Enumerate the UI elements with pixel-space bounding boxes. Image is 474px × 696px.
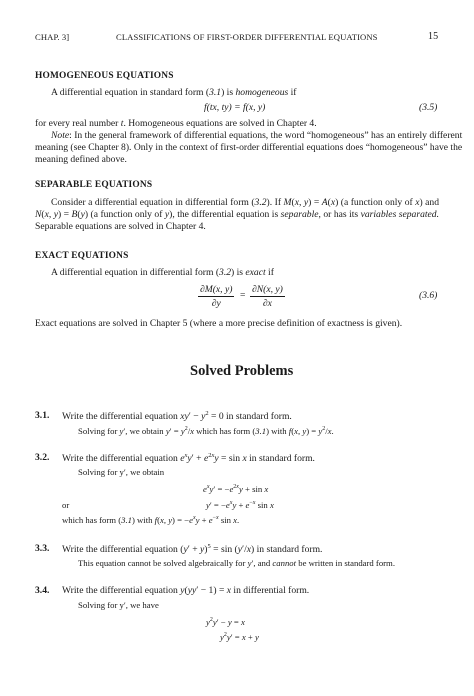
separable-line2: N(x, y) = B(y) (a function only of y), the differential equation is separable, or has its variables separated. — [35, 209, 439, 220]
problem-3-3-statement: Write the differential equation $(y' + y)^5 = \sin (y'/x)$ in standard form. — [62, 543, 323, 556]
problem-3-2-statement: Write the differential equation $e^xy' + e^{2x}y = \sin x$ in standard form. — [62, 452, 315, 465]
heading-homogeneous: HOMOGENEOUS EQUATIONS — [35, 71, 174, 81]
problem-3-2-number: 3.2. — [35, 452, 50, 463]
problem-3-3-solution: This equation cannot be solved algebraically for y′, and cannot be written in standard form. — [78, 558, 395, 568]
problem-3-1-number: 3.1. — [35, 410, 50, 421]
problem-3-1-solution: Solving for y′, we obtain $y' = y^2/x$ which has form (3.1) with f(x, $y) = y^2/x$. — [78, 426, 334, 436]
exact-line2: Exact equations are solved in Chapter 5 (where a more precise definition of exactness is given). — [35, 318, 403, 329]
eq-number-3-6: (3.6) — [419, 290, 438, 301]
note-line1: Note: In the general framework of differential equations, the word “homogeneous” has an entirely different — [51, 130, 463, 141]
lhs-numerator: ∂M(x, y) — [200, 284, 233, 295]
exact-rhs-fraction — [250, 283, 285, 310]
lhs-denominator: ∂y — [211, 298, 221, 309]
eq-number-3-5: (3.5) — [419, 102, 438, 113]
problem-3-4-number: 3.4. — [35, 585, 50, 596]
note-line3: meaning defined above. — [35, 154, 127, 165]
chapter-label: CHAP. 3] — [35, 32, 70, 42]
homogeneous-line1: A differential equation in standard form (3.1) is homogeneous if — [51, 87, 297, 98]
problem-3-2-intro: Solving for y′, we obtain — [78, 467, 165, 477]
rhs-numerator: ∂N(x, y) — [252, 284, 283, 295]
problem-3-2-conclusion: which has form (3.1) with f(x, $y) = -e^xy + e^{-x}$ sin x. — [62, 515, 240, 525]
problem-3-3-number: 3.3. — [35, 543, 50, 554]
exact-lhs-fraction — [198, 283, 234, 310]
problem-3-2-or: or — [62, 500, 70, 510]
separable-line3: Separable equations are solved in Chapter 4. — [35, 221, 206, 232]
running-title: CLASSIFICATIONS OF FIRST-ORDER DIFFERENTIAL EQUATIONS — [116, 32, 378, 42]
homogeneous-line2: for every real number t. Homogeneous equations are solved in Chapter 4. — [35, 118, 317, 129]
note-line2: meaning (see Chapter 8). Only in the context of first-order differential equations does “homogeneous” have the — [35, 142, 463, 153]
rhs-denominator: ∂x — [262, 298, 272, 309]
separable-line1: Consider a differential equation in differential form (3.2). If M(x, y) = A(x) (a function only of x) and — [51, 197, 440, 208]
problem-3-4-intro: Solving for y′, we have — [78, 600, 159, 610]
solved-problems-title: Solved Problems — [190, 363, 294, 379]
problem-3-4-eq2: $y^2y' = x + y$ — [220, 632, 259, 642]
problem-3-1-statement: Write the differential equation $xy' - y^2 = 0$ in standard form. — [62, 410, 292, 423]
problem-3-4-eq1: $y^2y' - y = x$ — [206, 617, 245, 627]
heading-separable: SEPARABLE EQUATIONS — [35, 180, 153, 190]
page-number: 15 — [428, 31, 439, 42]
exact-line1: A differential equation in differential form (3.2) is exact if — [51, 267, 274, 278]
homogeneous-equation: f(tx, ty) = f(x, y) — [204, 102, 266, 113]
problem-3-2-eq2: $y' = -e^xy + e^{-x}$ sin x — [206, 500, 274, 510]
problem-3-4-statement: Write the differential equation y(yy′ − 1) = x in differential form. — [62, 585, 310, 596]
problem-3-2-eq1: $e^xy' = -e^{2x}y + \sin x$ — [203, 484, 269, 494]
exact-equals: = — [240, 290, 246, 301]
heading-exact: EXACT EQUATIONS — [35, 251, 129, 261]
